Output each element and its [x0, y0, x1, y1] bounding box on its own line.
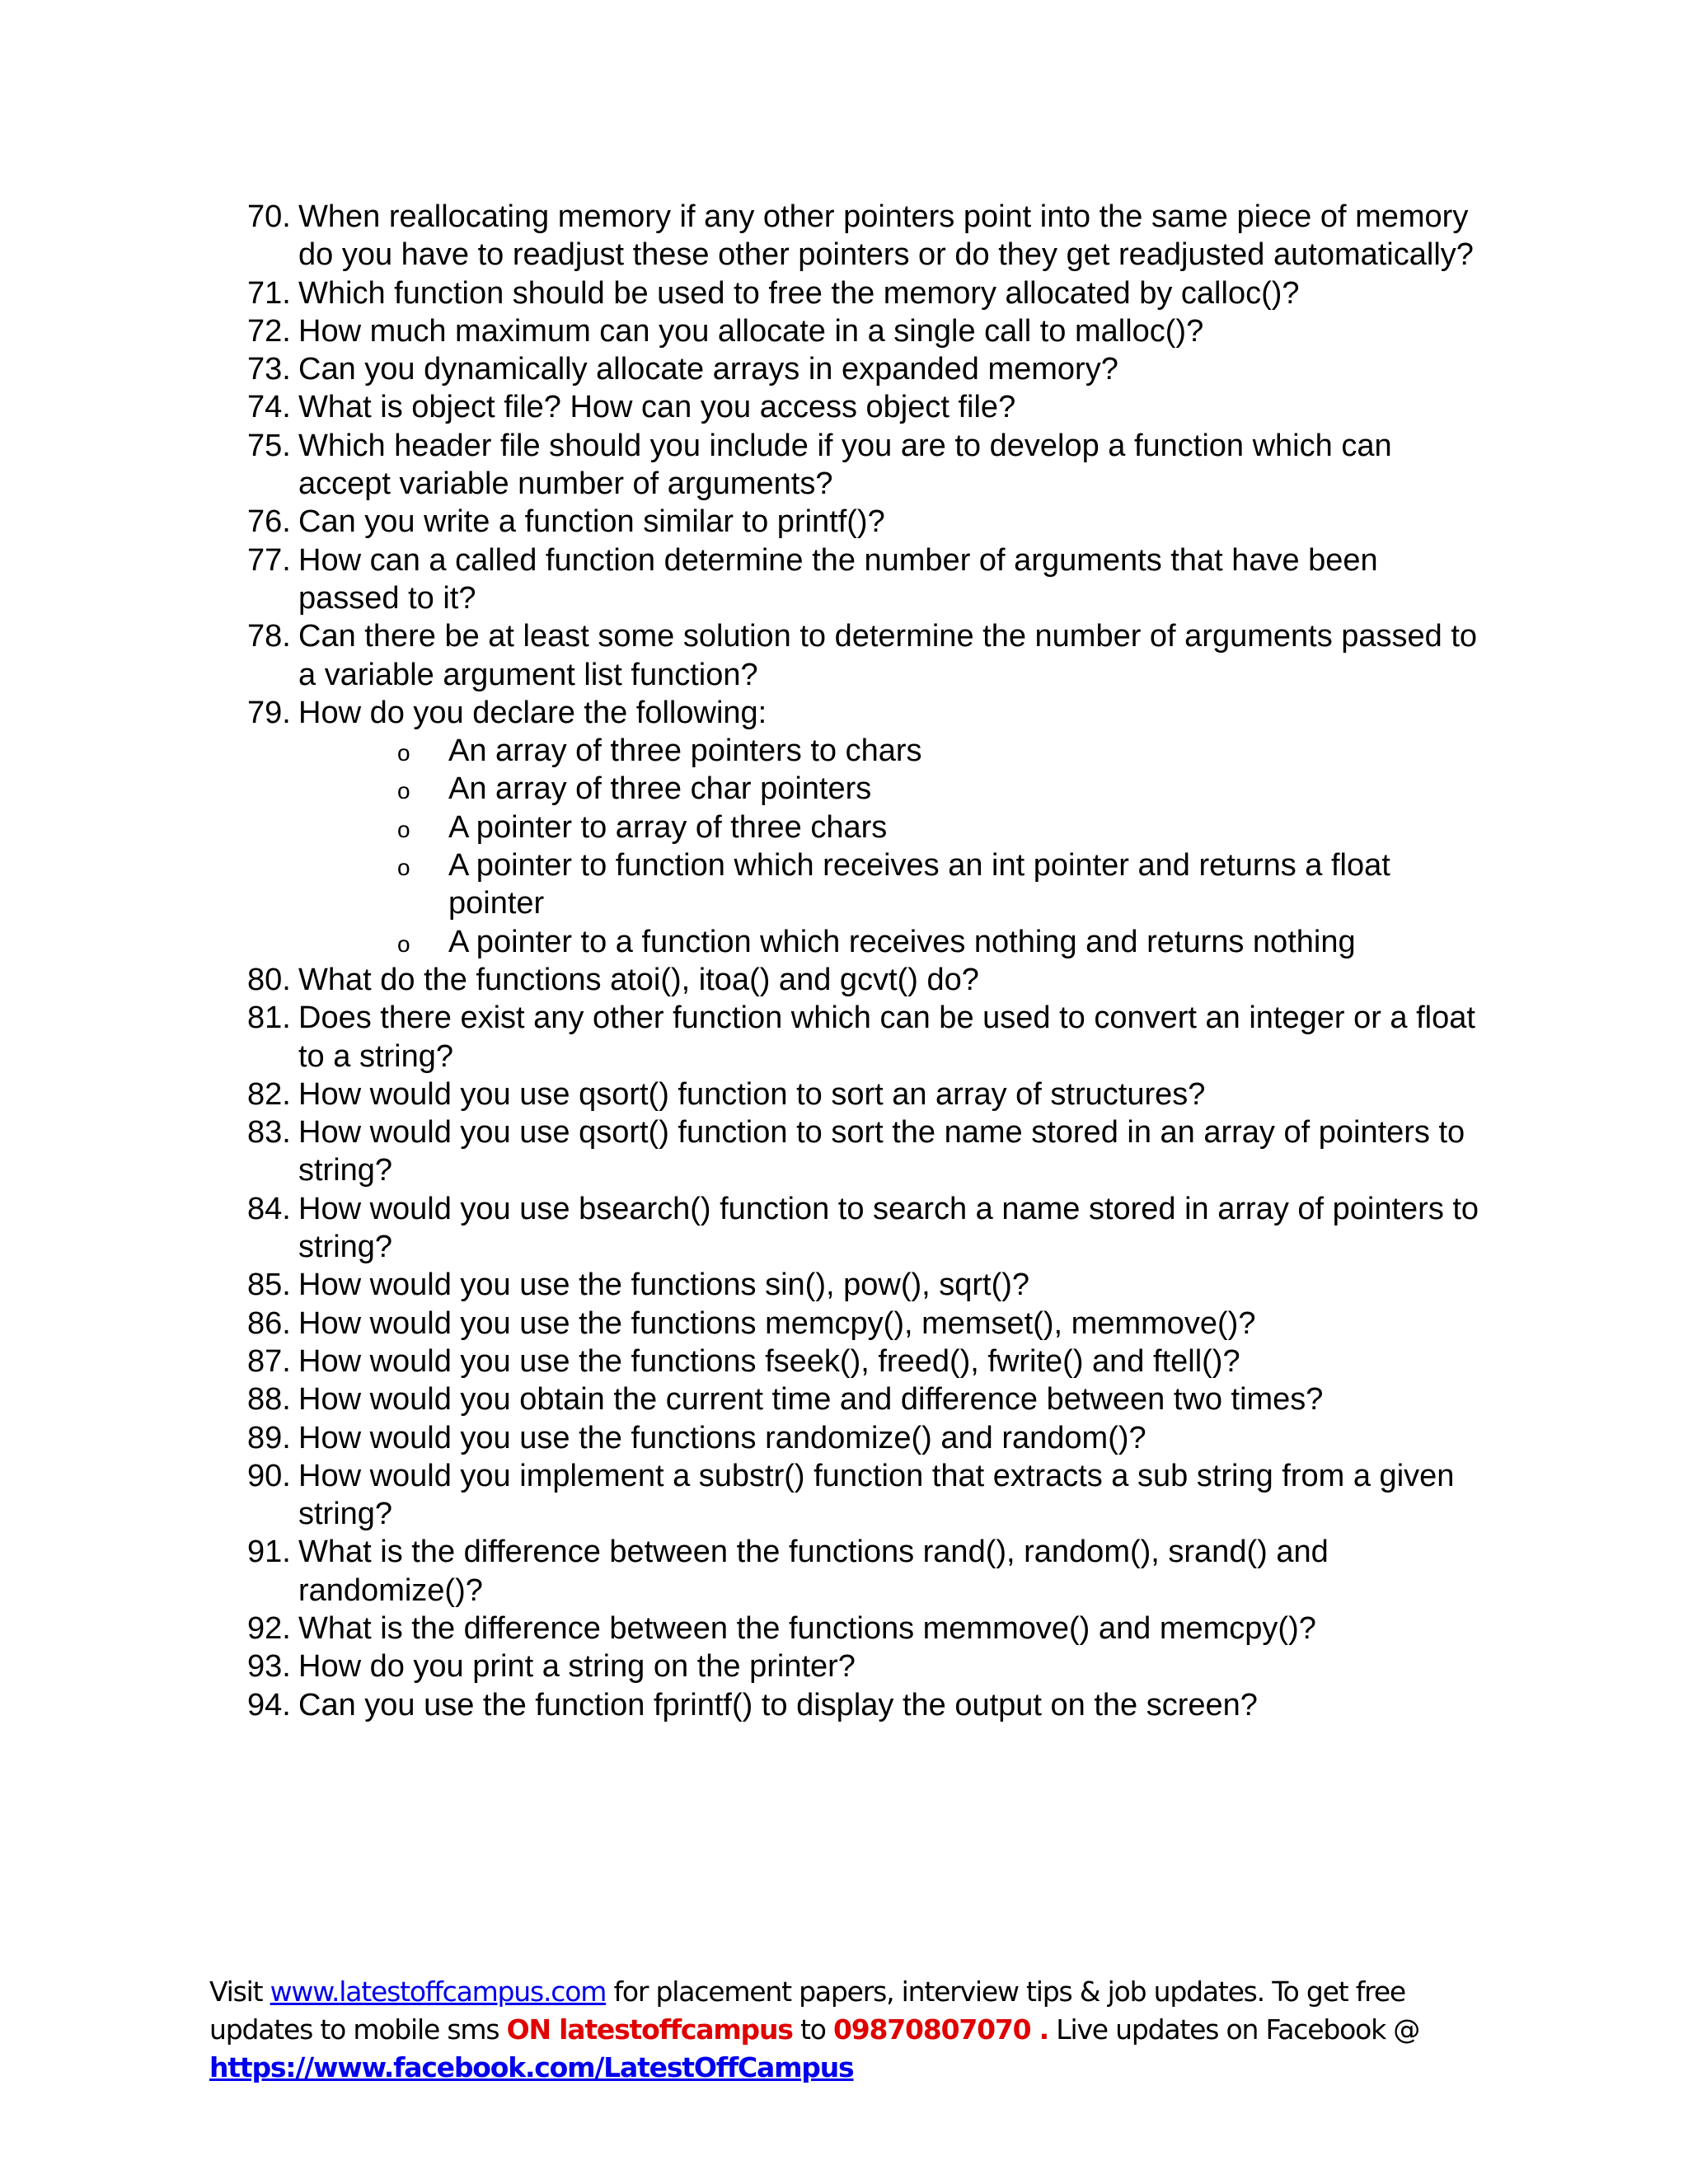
- question-text: How much maximum can you allocate in a single call to malloc()?: [298, 313, 1204, 349]
- sub-item-text: An array of three char pointers: [448, 771, 872, 807]
- question-text: How would you use qsort() function to sort an array of structures?: [298, 1076, 1206, 1112]
- question-number: 79.: [247, 695, 291, 730]
- question-number: 71.: [247, 275, 291, 311]
- question-number: 81.: [247, 1001, 291, 1036]
- phone-number: 09870807070 .: [833, 2013, 1049, 2046]
- question-item: [247, 1380, 1484, 1418]
- question-text: How can a called function determine the number of arguments that have been passed to it?: [298, 542, 1378, 616]
- question-text: How would you obtain the current time and difference between two times?: [298, 1382, 1324, 1418]
- question-item: [247, 388, 1484, 426]
- question-number: 82.: [247, 1076, 291, 1112]
- question-text: Does there exist any other function which can be used to convert an integer or a float to a string?: [298, 1001, 1475, 1074]
- question-text: Can you write a function similar to printf()?: [298, 504, 885, 540]
- footer-text-2: to: [792, 2013, 833, 2046]
- question-number: 88.: [247, 1382, 291, 1418]
- question-text: How would you implement a substr() function that extracts a sub string from a given string?: [298, 1458, 1455, 1532]
- question-item: [247, 961, 1484, 999]
- bullet-icon: o: [397, 855, 410, 881]
- question-number: 89.: [247, 1420, 291, 1455]
- question-item: [247, 999, 1484, 1076]
- question-text: How would you use the functions fseek(), freed(), fwrite() and ftell()?: [298, 1343, 1240, 1379]
- question-text: Can you dynamically allocate arrays in expanded memory?: [298, 352, 1118, 387]
- question-number: 72.: [247, 313, 291, 349]
- sub-item-text: A pointer to a function which receives nothing and returns nothing: [448, 924, 1356, 959]
- bullet-icon: o: [397, 930, 410, 957]
- question-item: [247, 274, 1484, 312]
- bullet-icon: o: [397, 778, 410, 804]
- sub-item: [298, 732, 1484, 770]
- question-item: [247, 1647, 1484, 1685]
- question-item: [247, 198, 1484, 274]
- question-text: How would you use the functions randomize() and random()?: [298, 1420, 1146, 1455]
- question-text: Can there be at least some solution to determine the number of arguments passed to a variable argument list function?: [298, 619, 1478, 692]
- sub-list: [298, 732, 1484, 961]
- sub-item-text: An array of three pointers to chars: [448, 733, 922, 769]
- question-text: How would you use the functions memcpy(), memset(), memmove()?: [298, 1305, 1256, 1341]
- question-text: How do you print a string on the printer?: [298, 1649, 856, 1685]
- question-number: 93.: [247, 1649, 291, 1685]
- sub-item: [298, 923, 1484, 961]
- footer-visit-text: Visit: [209, 1975, 263, 2008]
- question-text: How would you use qsort() function to sort the name stored in an array of pointers to string?: [298, 1115, 1465, 1188]
- question-text: How do you declare the following:: [298, 695, 767, 730]
- question-number: 73.: [247, 352, 291, 387]
- question-item: [247, 1457, 1484, 1534]
- question-item: [247, 503, 1484, 541]
- question-text: What do the functions atoi(), itoa() and gcvt() do?: [298, 962, 979, 997]
- question-item: [247, 1190, 1484, 1267]
- question-number: 87.: [247, 1343, 291, 1379]
- question-number: 80.: [247, 962, 291, 997]
- question-text: When reallocating memory if any other pointers point into the same piece of memory do you have to readjust these other pointers or do they get readjusted automatically?: [298, 199, 1474, 273]
- question-number: 70.: [247, 199, 291, 234]
- question-text: What is the difference between the functions rand(), random(), srand() and randomize()?: [298, 1535, 1329, 1608]
- question-text: Can you use the function fprintf() to display the output on the screen?: [298, 1687, 1258, 1722]
- question-number: 83.: [247, 1115, 291, 1151]
- question-item: [247, 1266, 1484, 1304]
- question-item: [247, 1113, 1484, 1190]
- question-text: How would you use bsearch() function to search a name stored in array of pointers to string?: [298, 1191, 1479, 1265]
- question-text: How would you use the functions sin(), pow(), sqrt()?: [298, 1268, 1030, 1303]
- footer-text-1: for placement papers, interview tips & job updates. To get free updates to mobile sms: [209, 1975, 1406, 2046]
- question-item: [247, 350, 1484, 388]
- sub-item: [298, 808, 1484, 846]
- question-text: Which header file should you include if you are to develop a function which can accept variable number of arguments?: [298, 428, 1392, 502]
- question-item: [247, 427, 1484, 504]
- question-number: 76.: [247, 504, 291, 540]
- question-item: [247, 1076, 1484, 1113]
- bullet-icon: o: [397, 740, 410, 766]
- question-number: 92.: [247, 1610, 291, 1646]
- sub-item: [298, 846, 1484, 923]
- question-item: [247, 1419, 1484, 1457]
- question-item: [247, 1686, 1484, 1724]
- facebook-link[interactable]: https://www.facebook.com/LatestOffCampus: [209, 2051, 854, 2083]
- question-number: 86.: [247, 1305, 291, 1341]
- question-item: [247, 1305, 1484, 1343]
- question-number: 94.: [247, 1687, 291, 1722]
- question-number: 91.: [247, 1535, 291, 1570]
- question-text: What is the difference between the functions memmove() and memcpy()?: [298, 1610, 1316, 1646]
- sub-item-text: A pointer to array of three chars: [448, 809, 888, 845]
- sub-item-text: A pointer to function which receives an int pointer and returns a float pointer: [448, 848, 1390, 921]
- sub-item: [298, 770, 1484, 808]
- question-item: [247, 312, 1484, 350]
- footer: [209, 1973, 1495, 2087]
- sms-keyword: ON latestoffcampus: [506, 2013, 793, 2046]
- question-number: 74.: [247, 390, 291, 425]
- question-item: [247, 541, 1484, 618]
- question-item: [247, 617, 1484, 694]
- question-number: 77.: [247, 542, 291, 578]
- question-item: [247, 1610, 1484, 1647]
- question-text: What is object file? How can you access object file?: [298, 390, 1016, 425]
- question-number: 85.: [247, 1268, 291, 1303]
- footer-text-3: Live updates on Facebook @: [1048, 2013, 1420, 2046]
- question-list: [247, 198, 1484, 1724]
- question-text: Which function should be used to free the memory allocated by calloc()?: [298, 275, 1300, 311]
- question-item: [247, 1343, 1484, 1380]
- question-item: [247, 694, 1484, 961]
- question-number: 90.: [247, 1458, 291, 1493]
- site-link[interactable]: www.latestoffcampus.com: [270, 1975, 607, 2008]
- question-item: [247, 1533, 1484, 1610]
- question-number: 84.: [247, 1191, 291, 1226]
- bullet-icon: o: [397, 816, 410, 842]
- question-number: 78.: [247, 619, 291, 654]
- question-number: 75.: [247, 428, 291, 463]
